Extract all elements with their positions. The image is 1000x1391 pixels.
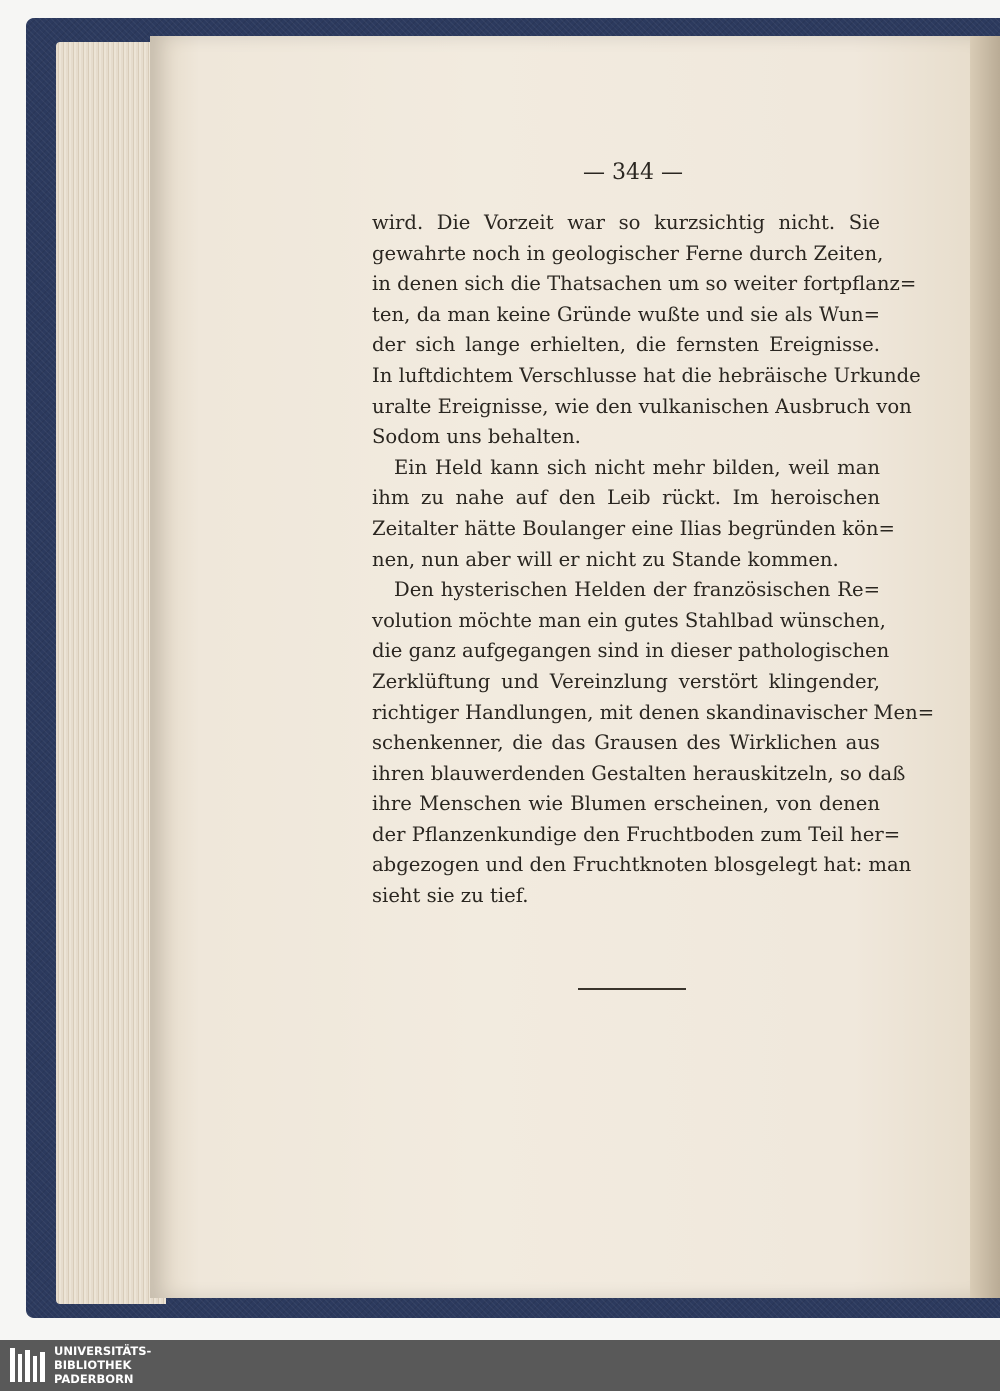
text-line: abgezogen und den Fruchtknoten blosgelegt hat: man bbox=[372, 853, 912, 877]
page-text bbox=[372, 208, 935, 912]
logo-line: PADERBORN bbox=[54, 1372, 134, 1386]
text-line: In luftdichtem Verschlusse hat die hebräische Urkunde bbox=[372, 363, 921, 387]
text-line: die ganz aufgegangen sind in dieser pathologischen bbox=[372, 639, 890, 663]
text-line: der sich lange erhielten, die fernsten Ereignisse. bbox=[372, 333, 880, 357]
library-logo-text bbox=[54, 1344, 151, 1386]
logo-line: UNIVERSITÄTS- bbox=[54, 1344, 152, 1358]
text-line: ihm zu nahe auf den Leib rückt. Im heroischen bbox=[372, 486, 880, 510]
text-line: ten, da man keine Gründe wußte und sie als Wun= bbox=[372, 302, 880, 326]
text-line: Sodom uns behalten. bbox=[372, 425, 581, 449]
text-line: Zerklüftung und Vereinzlung verstört klingender, bbox=[372, 669, 880, 693]
text-line: Den hysterischen Helden der französischen Re= bbox=[394, 578, 880, 602]
text-line: richtiger Handlungen, mit denen skandinavischer Men= bbox=[372, 700, 935, 724]
logo-line: BIBLIOTHEK bbox=[54, 1358, 132, 1372]
text-line: volution möchte man ein gutes Stahlbad wünschen, bbox=[372, 608, 886, 632]
text-line: in denen sich die Thatsachen um so weiter fortpflanz= bbox=[372, 272, 917, 296]
text-line: wird. Die Vorzeit war so kurzsichtig nicht. Sie bbox=[372, 211, 880, 234]
text-line: nen, nun aber will er nicht zu Stande kommen. bbox=[372, 547, 839, 571]
page-number: — 344 — bbox=[583, 160, 683, 185]
section-end-rule bbox=[578, 988, 686, 990]
text-line: Zeitalter hätte Boulanger eine Ilias begründen kön= bbox=[372, 516, 895, 540]
text-line: uralte Ereignisse, wie den vulkanischen Ausbruch von bbox=[372, 394, 912, 418]
text-line: Ein Held kann sich nicht mehr bilden, weil man bbox=[394, 455, 880, 479]
text-line: ihre Menschen wie Blumen erscheinen, von denen bbox=[372, 792, 880, 816]
page-gutter bbox=[970, 36, 1000, 1298]
text-line: schenkenner, die das Grausen des Wirklichen aus bbox=[372, 731, 880, 755]
university-library-logo-icon bbox=[8, 1346, 48, 1386]
text-line: der Pflanzenkundige den Fruchtboden zum Teil her= bbox=[372, 822, 901, 846]
text-line: sieht sie zu tief. bbox=[372, 884, 529, 908]
text-line: gewahrte noch in geologischer Ferne durch Zeiten, bbox=[372, 241, 884, 265]
text-line: ihren blauwerdenden Gestalten herauskitzeln, so daß bbox=[372, 761, 906, 785]
